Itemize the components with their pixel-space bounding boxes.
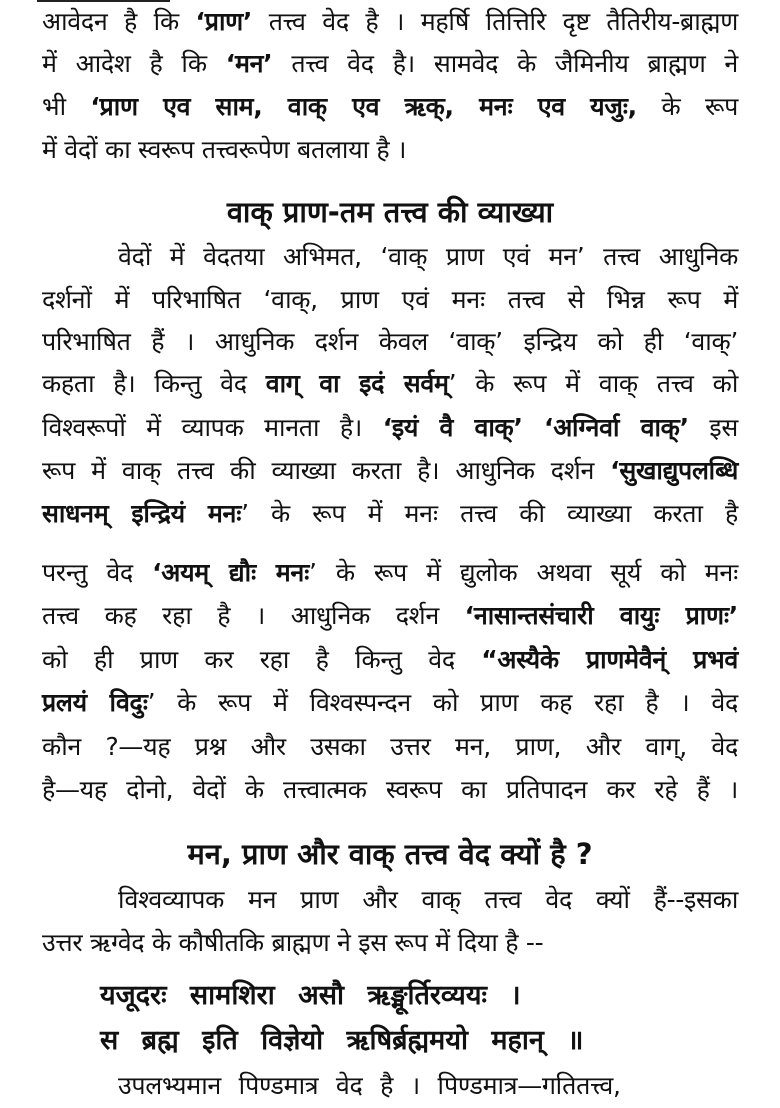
text: कहता है। किन्तु वेद: [42, 369, 266, 398]
text: आवेदन है कि: [42, 7, 196, 36]
text: है—यह दोनो, वेदों के तत्त्वात्मक स्वरूप का प्रतिपादन कर रहे हैं ।: [42, 775, 738, 804]
text: वेदों में वेदतया अभिमत, ‘वाक् प्राण एवं मन’ तत्त्व आधुनिक: [118, 242, 738, 271]
text: ’ के रूप में वाक् तत्त्व को: [448, 369, 739, 398]
text: भी: [42, 92, 91, 121]
sanskrit-verse-line: यजूदरः सामशिरा असौ ऋङ्मूर्तिरव्ययः ।: [100, 980, 521, 1011]
paragraph-line: [42, 451, 738, 491]
paragraph-line: [42, 923, 738, 963]
text: में वेदों का स्वरूप तत्त्वरूपेण बतलाया है ।: [42, 135, 407, 164]
paragraph-line: [42, 408, 738, 448]
section-heading: मन, प्राण और वाक् तत्त्व वेद क्यों है ?: [187, 837, 593, 871]
text: तत्त्व वेद है। सामवेद के जैमिनीय ब्राह्मण ने: [272, 49, 738, 78]
text: तत्त्व कह रहा है । आधुनिक दर्शन: [42, 601, 465, 630]
bold-quote: ‘प्राण एव साम, वाक् एव ऋक्, मनः एव यजुः,: [90, 92, 637, 121]
paragraph-line: [42, 2, 738, 42]
text: तत्त्व वेद है । महर्षि तित्तिरि दृष्ट तैतिरीय-ब्राह्मण: [252, 7, 738, 36]
bold-quote: ‘इयं वै वाक्’ ‘अग्निर्वा वाक्’: [382, 413, 689, 442]
bold-quote: साधनम् इन्द्रियं मनः: [42, 499, 242, 528]
text: विश्वरूपों में व्यापक मानता है।: [42, 413, 383, 442]
paragraph-line: [42, 553, 738, 593]
paragraph-line: [42, 727, 738, 767]
text: को ही प्राण कर रहा है किन्तु वेद: [42, 645, 482, 674]
paragraph-line: [42, 596, 738, 636]
bold-quote: ‘सुखाद्युपलब्धि: [610, 456, 738, 485]
paragraph-line: [42, 364, 738, 404]
bold-quote: “अस्यैके प्राणमेवैन्ं प्रभवं: [481, 645, 738, 674]
text: परिभाषित हैं । आधुनिक दर्शन केवल ‘वाक्’ इन्द्रिय को ही ‘वाक्’: [42, 327, 738, 356]
text: दर्शनों में परिभाषित ‘वाक्, प्राण एवं मनः तत्त्व से भिन्न रूप में: [42, 285, 738, 314]
text: रूप में वाक् तत्त्व की व्याख्या करता है। आधुनिक दर्शन: [42, 456, 611, 485]
paragraph-line: [42, 640, 738, 680]
text: परन्तु वेद: [42, 558, 153, 587]
text: ’ के रूप में मनः तत्त्व की व्याख्या करता है: [241, 499, 738, 528]
bold-quote: वाग् वा इदं सर्वम्: [265, 369, 449, 398]
paragraph-line: [118, 880, 738, 920]
paragraph-line: [42, 770, 738, 810]
section-heading: वाक् प्राण-तम तत्त्व की व्याख्या: [226, 195, 554, 229]
paragraph-line: [42, 130, 738, 170]
text: के रूप: [636, 92, 738, 121]
text: उत्तर ऋग्वेद के कौषीतकि ब्राह्मण ने इस रूप में दिया है --: [42, 928, 544, 957]
paragraph-line: [42, 322, 738, 362]
paragraph-line: [118, 237, 738, 277]
bold-quote: प्रलयं विदुः: [42, 688, 148, 717]
text: ’ के रूप में विश्वस्पन्दन को प्राण कह रहा है । वेद: [147, 688, 738, 717]
sanskrit-verse-line: स ब्रह्म इति विज्ञेयो ऋषिर्ब्रह्ममयो महान् ॥: [100, 1025, 584, 1056]
text: ’ के रूप में द्युलोक अथवा सूर्य को मनः: [309, 558, 739, 587]
paragraph-line: उपलभ्यमान पिण्डमात्र वेद है । पिण्डमात्र—गतितत्त्व,: [118, 1071, 621, 1100]
bold-term: ‘प्राण’: [195, 7, 253, 36]
paragraph-line: [42, 280, 738, 320]
paragraph-line: [42, 87, 738, 127]
text: इस: [688, 413, 738, 442]
text: कौन ?—यह प्रश्न और उसका उत्तर मन, प्राण, और वाग्, वेद: [42, 732, 738, 761]
bold-quote: ‘नासान्तसंचारी वायुः प्राणः’: [464, 601, 738, 630]
paragraph-line: [42, 44, 738, 84]
text: में आदेश है कि: [42, 49, 226, 78]
bold-term: ‘मन’: [225, 49, 273, 78]
paragraph-line: [42, 494, 738, 534]
paragraph-line: [42, 683, 738, 723]
bold-quote: ‘अयम् द्यौः मनः: [152, 558, 310, 587]
text: विश्वव्यापक मन प्राण और वाक् तत्त्व वेद क्यों हैं--इसका: [118, 885, 738, 914]
